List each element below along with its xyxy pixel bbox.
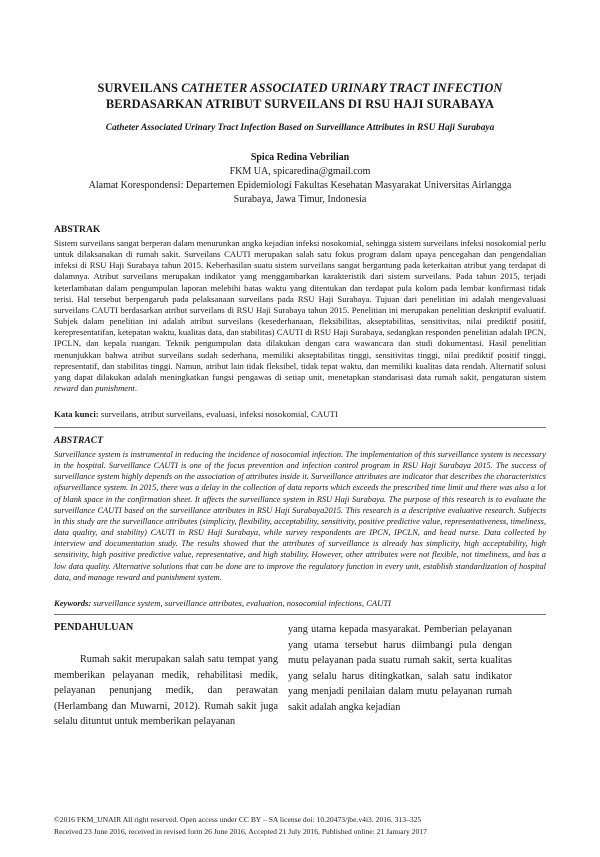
abstract-heading: ABSTRACT — [54, 435, 104, 446]
article-title — [40, 80, 560, 112]
title-line-1 — [40, 80, 560, 96]
author-block — [40, 151, 560, 207]
pendahuluan-heading: PENDAHULUAN — [54, 622, 134, 633]
abstrak-punishment: punishment — [95, 383, 135, 394]
kata-kunci — [54, 409, 546, 420]
kata-kunci-value: surveilans, atribut surveilans, evaluasi, infeksi nosokomial, CAUTI — [98, 409, 338, 419]
keywords-value: surveillance system, surveillance attributes, evaluation, nosocomial infections, CAUTI — [91, 598, 392, 608]
abstract-text: Surveillance system is instrumental in reducing the incidence of nosocomial infection. The implementation of this surveillance system is necessary in the hospital. Surveillance CAUTI is one of the focus prevention and infection control program in RSU Haji Surabaya 2015. The success of surveillance system highly depends on the association of attributes inside it. Surveillance attributes are indicator that describes the characteristics ofsurveillance system. In 2015, there was a delay in the collection of data reports which exceeds the prescribed time limit and there was also a lot of blank space in the confirmation sheet. It affects the surveillance system in RSU Haji Surabaya. The purpose of this research is to evaluate the surveillance CAUTI based on the surveillance attributes in RSU Haji Surabaya2015. This research is a descriptive evaluative research. Subjects in this study are the surveillance attributes (simplicity, flexibility, acceptability, sensitivity, positive predictive value, representativeness, timeliness, data quality, and stability) CAUTI in RSU Haji Surabaya, while survey respondents are IPCN, IPCLN, and head nurse. Data collected by interview and documentation study. The results showed that the attributes of surveillance is already has simplicity, high acceptability, high sensitivity, high positive predictive value, representative, and high stability. However, other attributes were not flexible, not timeliness, and has a low data quality. Alternative solutions that can be done are to improve the regulatory function in every unit, establish standardization of hospital data, and manage reward and punishment system. — [54, 450, 546, 582]
correspondence-line-1: Alamat Korespondensi: Departemen Epidemiologi Fakultas Kesehatan Masyarakat Universitas Airlangga — [88, 180, 512, 191]
title-line-1-prefix: SURVEILANS — [97, 81, 182, 95]
keywords-label: Keywords: — [54, 598, 92, 608]
abstrak-text — [54, 238, 546, 394]
abstrak-end: . — [134, 383, 137, 394]
footer-dates: Received 23 June 2016, received in revised form 26 June 2016, Accepted 21 July 2016, Published online: 21 January 2017 — [54, 826, 427, 836]
page-footer — [54, 814, 546, 837]
abstrak-and: dan — [78, 383, 96, 394]
correspondence-line-2: Surabaya, Jawa Timur, Indonesia — [233, 194, 367, 205]
divider-top — [54, 427, 546, 428]
title-line-2: BERDASARKAN ATRIBUT SURVEILANS DI RSU HAJI SURABAYA — [105, 97, 495, 111]
pendahuluan-right-column: yang utama kepada masyarakat. Pemberian pelayanan yang utama tersebut harus diimbangi pula dengan mutu pelayanan pada suatu rumah sakit, serta kualitas yang selalu harus ditingkatkan, salah satu indikator yang menjadi penilaian dalam mutu pelayanan rumah sakit adalah angka kejadian — [288, 624, 512, 713]
abstrak-body: Sistem surveilans sangat berperan dalam menurunkan angka kejadian infeksi nosokomial, sehingga sistem surveilans infeksi nosokomial perlu untuk dilaksanakan di rumah sakit. Surveilans CAUTI merupakan salah satu fokus program dalam upaya pencegahan dan pengendalian infeksi di RSU Haji Surabaya tahun 2015. Keberhasilan suatu sistem surveilans sangat bergantung pada keterkaitan atribut yang terdapat di dalamnya. Atribut surveilans merupakan indikator yang menggambarkan karakteristik dari sistem surveilans. Pada tahun 2015, terjadi keterlambatan dalam pengumpulan laporan melebihi batas waktu yang ditentukan dan terdapat pula kolom pada lembar konfirmasi tidak terisi. Hal tersebut berpengaruh pada pelaksanaan surveilans pada RSU Haji Surabaya. Tujuan dari penelitian ini adalah mengevaluasi surveilans CAUTI berdasarkan atribut surveilans di RSU Haji Surabaya tahun 2015. Penelitian ini merupakan penelitian deskriptif evaluatif. Subjek dalam penelitian ini adalah atribut surveilans (kesederhanaan, fleksibilitas, akseptabilitas, sensitivitas, nilai prediktif positif, kerepresentatifan, ketepatan waktu, kualitas data, dan stabilitas) CAUTI di RSU Haji Surabaya, sedangkan responden penelitian adalah IPCN, IPCLN, dan kepala ruangan. Teknik pengumpulan data dilakukan dengan cara wawancara dan studi dokumentasi. Hasil penelitian menunjukkan bahwa atribut surveilans sudah sederhana, memiliki akseptabilitas tinggi, sensitivitas tinggi, nilai prediktif positif tinggi, representatif, dan stabilitas tinggi. Namun, atribut lain tidak fleksibel, tidak tepat waktu, dan memiliki kualitas data rendah. Alternatif solusi yang dapat dilakukan adalah meningkatkan fungsi pengawas di setiap unit, menetapkan standarisasi data rumah sakit, pengaturan sistem — [54, 238, 546, 382]
pendahuluan-left-column: Rumah sakit merupakan salah satu tempat yang memberikan pelayanan medik, rehabilitasi medik, pelayanan penunjang medik, dan perawatan (Herlambang dan Muwarni, 2012). Rumah sakit juga selalu dituntut untuk memberikan pelayanan — [54, 654, 278, 727]
abstrak-reward: reward — [54, 383, 79, 394]
author-affiliation: FKM UA, spicaredina@gmail.com — [229, 166, 371, 177]
kata-kunci-label: Kata kunci: — [54, 409, 99, 419]
title-line-1-italic: CATHETER ASSOCIATED URINARY TRACT INFECTION — [181, 81, 503, 95]
footer-license: ©2016 FKM_UNAIR All right reserved. Open access under CC BY – SA license doi: 10.20473/jbe.v4i3. 2016. 313–325 — [54, 815, 422, 824]
keywords — [54, 598, 546, 609]
divider-bottom — [54, 614, 546, 615]
english-title: Catheter Associated Urinary Tract Infection Based on Surveillance Attributes in RSU Haji Surabaya — [105, 123, 495, 133]
abstrak-heading: ABSTRAK — [54, 224, 101, 235]
author-name: Spica Redina Vebrilian — [250, 152, 350, 163]
